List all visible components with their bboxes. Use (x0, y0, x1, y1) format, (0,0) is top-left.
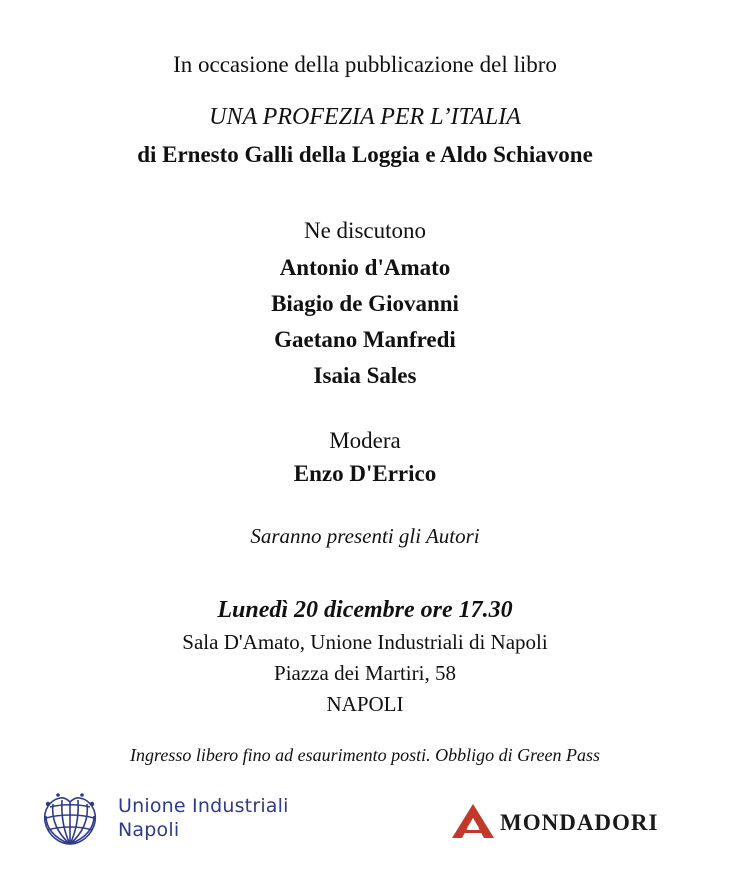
book-title: UNA PROFEZIA PER L’ITALIA (209, 104, 521, 130)
discussants-label: Ne discutono (303, 218, 426, 243)
unione-industriali-logo (40, 792, 300, 852)
unione-logo-text (118, 794, 289, 842)
entry-note: Ingresso libero fino ad esaurimento posti. Obbligo di Green Pass (130, 745, 600, 765)
speaker-name: Biagio de Giovanni (271, 291, 459, 316)
mondadori-wordmark: MONDADORI (500, 810, 659, 835)
venue-line: NAPOLI (326, 692, 404, 716)
venue-line: Piazza dei Martiri, 58 (274, 661, 456, 685)
event-datetime: Lunedì 20 dicembre ore 17.30 (217, 597, 513, 623)
moderator-name: Enzo D'Errico (293, 461, 437, 486)
speaker-name: Antonio d'Amato (279, 255, 451, 280)
book-authors: di Ernesto Galli della Loggia e Aldo Schiavone (137, 142, 593, 167)
mondadori-a-icon (450, 802, 496, 840)
mondadori-logo (450, 800, 680, 844)
unione-logo-line2: Napoli (118, 819, 180, 841)
speaker-name: Isaia Sales (313, 363, 417, 388)
speaker-name: Gaetano Manfredi (274, 327, 456, 352)
unione-logo-line1: Unione Industriali (118, 795, 289, 817)
authors-presence-note: Saranno presenti gli Autori (250, 524, 480, 548)
intro-text: In occasione della pubblicazione del libro (173, 52, 557, 77)
seashell-logo-icon (40, 792, 100, 848)
moderator-label: Modera (329, 428, 401, 453)
venue-line: Sala D'Amato, Unione Industriali di Napoli (182, 630, 548, 654)
